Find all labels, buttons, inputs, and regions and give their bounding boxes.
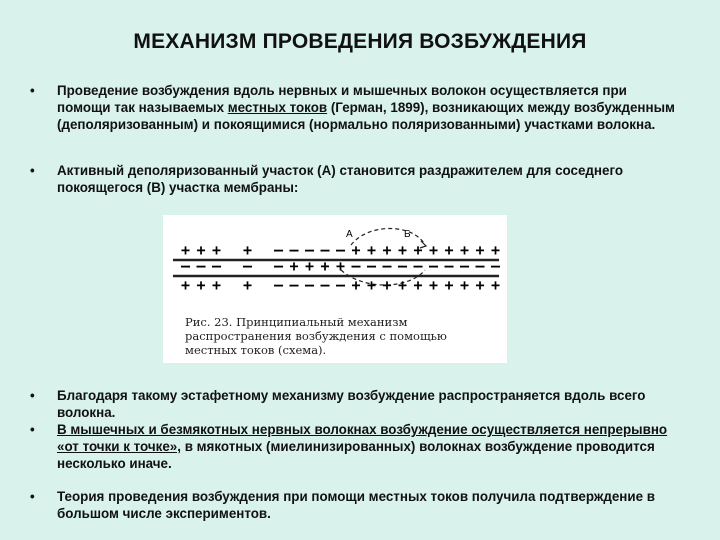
local-currents-link[interactable]: местных токов [227, 100, 328, 115]
bullet-theory-confirmed [30, 488, 680, 522]
plus-sign: + [196, 276, 206, 294]
plus-sign: + [196, 241, 206, 259]
plus-sign: + [243, 276, 253, 294]
minus-sign: – [429, 257, 439, 275]
plus-sign: + [475, 276, 485, 294]
plus-sign: + [367, 276, 377, 294]
plus-sign: + [212, 241, 222, 259]
minus-sign: – [320, 276, 330, 294]
bullet-relay-mechanism [30, 387, 680, 421]
minus-sign: – [274, 241, 284, 259]
plus-sign: + [181, 241, 191, 259]
minus-sign: – [274, 257, 284, 275]
charge-signs [181, 241, 501, 294]
minus-sign: – [444, 257, 454, 275]
minus-sign: – [243, 257, 253, 275]
bullet-active-region [30, 162, 680, 196]
minus-sign: – [382, 257, 392, 275]
plus-sign: + [351, 276, 361, 294]
bullet-text: В мышечных и безмякотных нервных волокнах возбуждение осуществляется непрерывно «от точки к точке», в мякотных (миелинизированных) волокнах возбуждение проводится несколько иначе. [57, 422, 668, 471]
minus-sign: – [274, 276, 284, 294]
minus-sign: – [212, 257, 222, 275]
plus-sign: + [289, 257, 299, 275]
page-title: МЕХАНИЗМ ПРОВЕДЕНИЯ ВОЗБУЖДЕНИЯ [133, 30, 587, 53]
minus-sign: – [460, 257, 470, 275]
bullet-marker: • [30, 163, 35, 178]
minus-sign: – [305, 241, 315, 259]
plus-sign: + [491, 276, 501, 294]
plus-sign: + [212, 276, 222, 294]
plus-sign: + [398, 276, 408, 294]
minus-sign: – [336, 276, 346, 294]
minus-sign: – [181, 257, 191, 275]
minus-sign: – [320, 241, 330, 259]
minus-sign: – [491, 257, 501, 275]
bullet-marker: • [30, 388, 35, 403]
plus-sign: + [413, 276, 423, 294]
bullet-marker: • [30, 489, 35, 504]
label-a: А [346, 229, 353, 240]
plus-sign: + [351, 241, 361, 259]
plus-sign: + [243, 241, 253, 259]
bullet-conduction-local-currents [30, 82, 680, 133]
plus-sign: + [305, 257, 315, 275]
minus-sign: – [367, 257, 377, 275]
plus-sign: + [382, 276, 392, 294]
plus-sign: + [460, 276, 470, 294]
minus-sign: – [289, 276, 299, 294]
figure-caption: Рис. 23. Принципиальный механизм распространения возбуждения с помощью местных токов (схема). [185, 315, 447, 357]
label-b: Б [404, 229, 411, 240]
plus-sign: + [460, 241, 470, 259]
minus-sign: – [336, 241, 346, 259]
minus-sign: – [305, 276, 315, 294]
continuous-conduction-link[interactable]: В мышечных и безмякотных нервных волокнах возбуждение осуществляется непрерывно «от точки к точке», [57, 422, 668, 454]
plus-sign: + [413, 241, 423, 259]
plus-sign: + [429, 241, 439, 259]
bullet-text: Благодаря такому эстафетному механизму возбуждение распространяется вдоль всего волокна. [57, 388, 646, 420]
bullet-marker: • [30, 83, 35, 98]
minus-sign: – [398, 257, 408, 275]
plus-sign: + [444, 276, 454, 294]
plus-sign: + [181, 276, 191, 294]
bullet-unmyelinated-fibers [30, 421, 680, 472]
bullet-marker: • [30, 422, 35, 437]
plus-sign: + [491, 241, 501, 259]
plus-sign: + [367, 241, 377, 259]
bullet-text: Проведение возбуждения вдоль нервных и мышечных волокон осуществляется при помощи так называемых местных токов (Герман, 1899), возникающих между возбужденным (деполяризованным) и покоящимися (нормально поляризованными) участками волокна. [57, 83, 675, 132]
bullet-text: Теория проведения возбуждения при помощи местных токов получила подтверждение в большом числе экспериментов. [57, 489, 655, 521]
minus-sign: – [196, 257, 206, 275]
plus-sign: + [336, 257, 346, 275]
minus-sign: – [475, 257, 485, 275]
local-currents-figure [163, 215, 507, 363]
minus-sign: – [351, 257, 361, 275]
bullet-text: Активный деполяризованный участок (А) становится раздражителем для соседнего покоящегося (В) участка мембраны: [57, 163, 624, 195]
plus-sign: + [429, 276, 439, 294]
plus-sign: + [398, 241, 408, 259]
plus-sign: + [320, 257, 330, 275]
plus-sign: + [444, 241, 454, 259]
minus-sign: – [413, 257, 423, 275]
minus-sign: – [289, 241, 299, 259]
plus-sign: + [475, 241, 485, 259]
plus-sign: + [382, 241, 392, 259]
